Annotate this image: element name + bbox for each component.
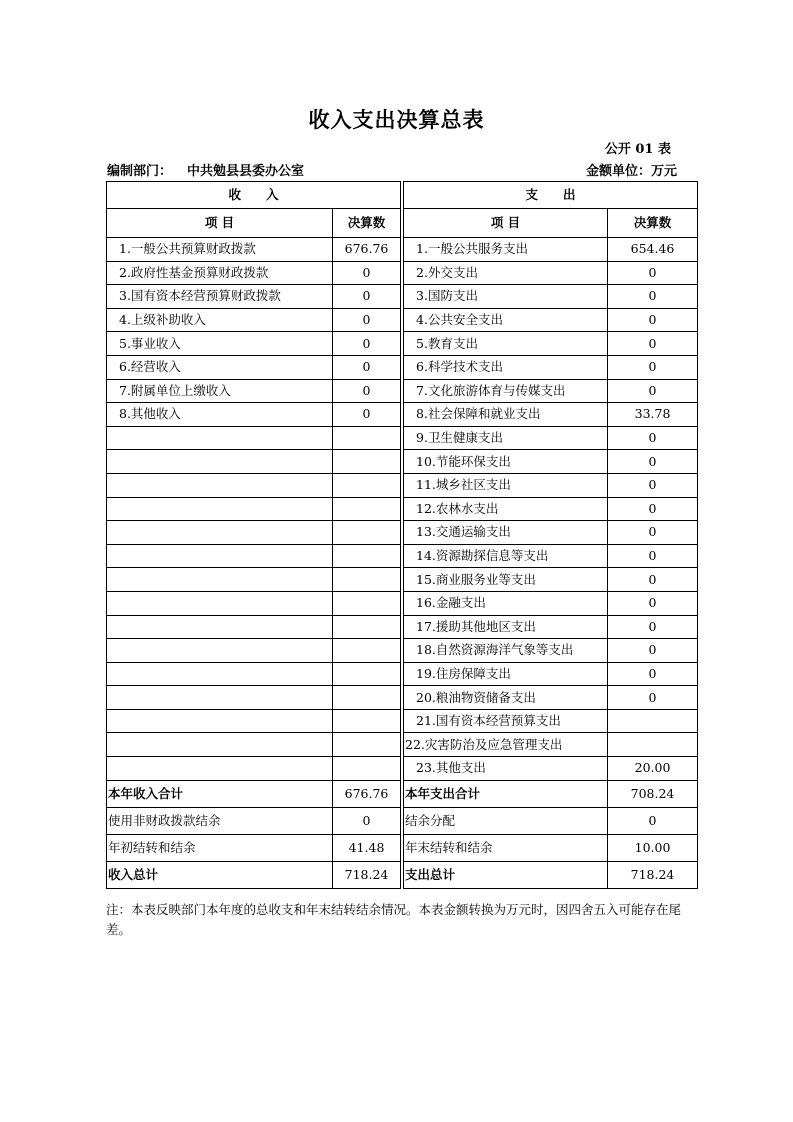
income-item-cell bbox=[107, 757, 333, 781]
expense-amount-cell: 0 bbox=[608, 355, 698, 379]
summary-expense-label: 支出总计 bbox=[404, 861, 608, 888]
income-item-cell bbox=[107, 497, 333, 521]
income-amount-cell bbox=[333, 473, 401, 497]
column-header-row bbox=[107, 209, 698, 238]
table-row bbox=[107, 332, 698, 356]
expense-section-header: 支 出 bbox=[404, 182, 698, 209]
table-row bbox=[107, 544, 698, 568]
income-amount-cell bbox=[333, 521, 401, 545]
income-item-cell: 8.其他收入 bbox=[107, 403, 333, 427]
summary-row bbox=[107, 780, 698, 807]
table-row bbox=[107, 709, 698, 733]
income-item-cell bbox=[107, 709, 333, 733]
income-amount-cell bbox=[333, 639, 401, 663]
summary-income-amount: 0 bbox=[333, 807, 401, 834]
summary-income-label: 年初结转和结余 bbox=[107, 834, 333, 861]
summary-income-amount: 718.24 bbox=[333, 861, 401, 888]
income-item-cell bbox=[107, 521, 333, 545]
expense-item-cell: 5.教育支出 bbox=[404, 332, 608, 356]
expense-item-cell: 23.其他支出 bbox=[404, 757, 608, 781]
income-amount-cell bbox=[333, 497, 401, 521]
income-amount-cell bbox=[333, 662, 401, 686]
expense-amount-cell: 0 bbox=[608, 686, 698, 710]
summary-expense-amount: 718.24 bbox=[608, 861, 698, 888]
expense-item-cell: 10.节能环保支出 bbox=[404, 450, 608, 474]
income-amount-cell: 0 bbox=[333, 379, 401, 403]
summary-income-label: 使用非财政拨款结余 bbox=[107, 807, 333, 834]
table-row bbox=[107, 308, 698, 332]
footnote: 注：本表反映部门本年度的总收支和年末结转结余情况。本表金额转换为万元时，因四舍五入可能存在尾差。 bbox=[106, 902, 682, 937]
expense-item-cell: 12.农林水支出 bbox=[404, 497, 608, 521]
income-amount-cell bbox=[333, 544, 401, 568]
summary-income-label: 收入总计 bbox=[107, 861, 333, 888]
income-section-header: 收 入 bbox=[107, 182, 401, 209]
income-item-cell bbox=[107, 450, 333, 474]
table-row bbox=[107, 426, 698, 450]
department-label: 编制部门： bbox=[107, 164, 173, 179]
summary-row bbox=[107, 861, 698, 888]
income-item-cell: 5.事业收入 bbox=[107, 332, 333, 356]
expense-item-cell: 19.住房保障支出 bbox=[404, 662, 608, 686]
expense-amount-cell: 0 bbox=[608, 332, 698, 356]
income-item-cell bbox=[107, 615, 333, 639]
income-item-header: 项 目 bbox=[107, 209, 333, 238]
income-amount-cell: 676.76 bbox=[333, 238, 401, 262]
table-row bbox=[107, 686, 698, 710]
expense-item-cell: 21.国有资本经营预算支出 bbox=[404, 709, 608, 733]
income-amount-cell: 0 bbox=[333, 308, 401, 332]
table-row bbox=[107, 521, 698, 545]
expense-item-cell: 22.灾害防治及应急管理支出 bbox=[404, 733, 608, 757]
table-row bbox=[107, 497, 698, 521]
expense-item-cell: 11.城乡社区支出 bbox=[404, 473, 608, 497]
income-amount-cell: 0 bbox=[333, 261, 401, 285]
expense-amount-cell: 0 bbox=[608, 568, 698, 592]
income-item-cell bbox=[107, 473, 333, 497]
expense-item-cell: 7.文化旅游体育与传媒支出 bbox=[404, 379, 608, 403]
summary-expense-amount: 0 bbox=[608, 807, 698, 834]
table-row bbox=[107, 615, 698, 639]
table-row bbox=[107, 238, 698, 262]
income-amount-cell bbox=[333, 568, 401, 592]
table-row bbox=[107, 285, 698, 309]
table-row bbox=[107, 591, 698, 615]
income-amount-cell bbox=[333, 733, 401, 757]
expense-item-cell: 1.一般公共服务支出 bbox=[404, 238, 608, 262]
income-amount-cell: 0 bbox=[333, 332, 401, 356]
summary-expense-label: 结余分配 bbox=[404, 807, 608, 834]
expense-item-cell: 8.社会保障和就业支出 bbox=[404, 403, 608, 427]
income-amount-cell bbox=[333, 686, 401, 710]
expense-amount-cell bbox=[608, 709, 698, 733]
table-row bbox=[107, 379, 698, 403]
income-item-cell bbox=[107, 733, 333, 757]
expense-amount-cell: 20.00 bbox=[608, 757, 698, 781]
table-row bbox=[107, 662, 698, 686]
income-item-cell: 6.经营收入 bbox=[107, 355, 333, 379]
expense-item-cell: 15.商业服务业等支出 bbox=[404, 568, 608, 592]
section-header-row bbox=[107, 182, 698, 209]
table-row bbox=[107, 261, 698, 285]
summary-income-label: 本年收入合计 bbox=[107, 780, 333, 807]
income-amount-cell bbox=[333, 615, 401, 639]
expense-amount-cell: 0 bbox=[608, 521, 698, 545]
table-row bbox=[107, 568, 698, 592]
income-amount-cell: 0 bbox=[333, 403, 401, 427]
expense-amount-cell: 0 bbox=[608, 497, 698, 521]
income-item-cell bbox=[107, 591, 333, 615]
summary-expense-label: 年末结转和结余 bbox=[404, 834, 608, 861]
summary-row bbox=[107, 834, 698, 861]
income-item-cell: 2.政府性基金预算财政拨款 bbox=[107, 261, 333, 285]
expense-item-cell: 20.粮油物资储备支出 bbox=[404, 686, 608, 710]
expense-amount-cell: 654.46 bbox=[608, 238, 698, 262]
form-number: 公开 01 表 bbox=[604, 142, 671, 157]
income-amount-cell bbox=[333, 450, 401, 474]
income-amount-cell bbox=[333, 591, 401, 615]
expense-amount-cell: 0 bbox=[608, 473, 698, 497]
table-row bbox=[107, 403, 698, 427]
income-amount-cell bbox=[333, 709, 401, 733]
table-row bbox=[107, 450, 698, 474]
expense-item-cell: 4.公共安全支出 bbox=[404, 308, 608, 332]
income-item-cell: 1.一般公共预算财政拨款 bbox=[107, 238, 333, 262]
income-expense-table bbox=[106, 181, 698, 889]
expense-amount-cell: 33.78 bbox=[608, 403, 698, 427]
income-item-cell: 4.上级补助收入 bbox=[107, 308, 333, 332]
expense-item-cell: 16.金融支出 bbox=[404, 591, 608, 615]
income-amount-cell: 0 bbox=[333, 285, 401, 309]
expense-amount-cell: 0 bbox=[608, 639, 698, 663]
summary-expense-label: 本年支出合计 bbox=[404, 780, 608, 807]
income-item-cell: 3.国有资本经营预算财政拨款 bbox=[107, 285, 333, 309]
expense-item-header: 项 目 bbox=[404, 209, 608, 238]
expense-amount-cell: 0 bbox=[608, 662, 698, 686]
summary-row bbox=[107, 807, 698, 834]
department-value: 中共勉县县委办公室 bbox=[187, 164, 305, 179]
table-row bbox=[107, 757, 698, 781]
income-item-cell bbox=[107, 426, 333, 450]
table-row bbox=[107, 355, 698, 379]
expense-amount-cell: 0 bbox=[608, 261, 698, 285]
income-item-cell bbox=[107, 544, 333, 568]
expense-item-cell: 6.科学技术支出 bbox=[404, 355, 608, 379]
expense-amount-cell: 0 bbox=[608, 379, 698, 403]
income-amount-header: 决算数 bbox=[333, 209, 401, 238]
income-item-cell bbox=[107, 686, 333, 710]
income-amount-cell: 0 bbox=[333, 355, 401, 379]
amount-unit: 金额单位：万元 bbox=[585, 164, 677, 179]
income-amount-cell bbox=[333, 757, 401, 781]
expense-amount-header: 决算数 bbox=[608, 209, 698, 238]
table-row bbox=[107, 733, 698, 757]
summary-income-amount: 676.76 bbox=[333, 780, 401, 807]
expense-amount-cell: 0 bbox=[608, 450, 698, 474]
expense-amount-cell: 0 bbox=[608, 285, 698, 309]
table-row bbox=[107, 639, 698, 663]
income-amount-cell bbox=[333, 426, 401, 450]
expense-item-cell: 18.自然资源海洋气象等支出 bbox=[404, 639, 608, 663]
summary-expense-amount: 708.24 bbox=[608, 780, 698, 807]
expense-item-cell: 2.外交支出 bbox=[404, 261, 608, 285]
expense-item-cell: 3.国防支出 bbox=[404, 285, 608, 309]
expense-amount-cell: 0 bbox=[608, 591, 698, 615]
income-item-cell bbox=[107, 662, 333, 686]
income-item-cell bbox=[107, 568, 333, 592]
page-title: 收入支出决算总表 bbox=[308, 107, 485, 132]
expense-amount-cell: 0 bbox=[608, 308, 698, 332]
expense-amount-cell bbox=[608, 733, 698, 757]
summary-income-amount: 41.48 bbox=[333, 834, 401, 861]
expense-amount-cell: 0 bbox=[608, 544, 698, 568]
income-item-cell: 7.附属单位上缴收入 bbox=[107, 379, 333, 403]
table-row bbox=[107, 473, 698, 497]
summary-expense-amount: 10.00 bbox=[608, 834, 698, 861]
expense-amount-cell: 0 bbox=[608, 615, 698, 639]
expense-item-cell: 13.交通运输支出 bbox=[404, 521, 608, 545]
expense-item-cell: 14.资源勘探信息等支出 bbox=[404, 544, 608, 568]
expense-amount-cell: 0 bbox=[608, 426, 698, 450]
expense-item-cell: 9.卫生健康支出 bbox=[404, 426, 608, 450]
income-item-cell bbox=[107, 639, 333, 663]
expense-item-cell: 17.援助其他地区支出 bbox=[404, 615, 608, 639]
